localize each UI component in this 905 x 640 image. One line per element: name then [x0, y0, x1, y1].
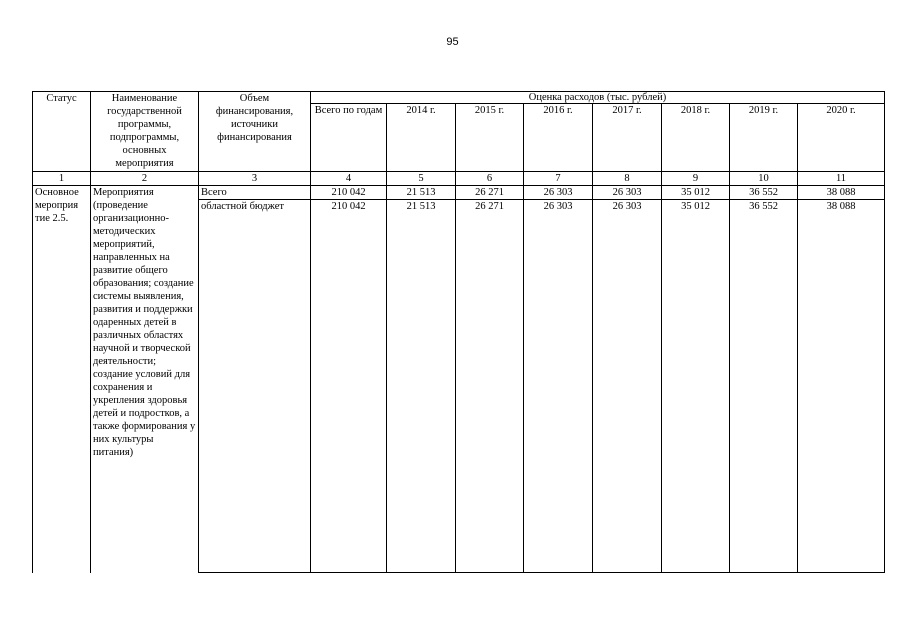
header-year: 2015 г. — [456, 104, 524, 172]
cell-value: 26 303 — [524, 186, 593, 200]
header-row-top — [33, 92, 885, 104]
header-volume: Объем финансирования, источники финансирования — [199, 92, 311, 172]
row-source: областной бюджет — [199, 200, 311, 573]
cell-value: 210 042 — [311, 200, 387, 573]
row-name: Мероприятия (проведение организационно-методических мероприятий, направленных на развитие общего образования; создание системы выявления, развития и поддержки одаренных детей в различных областях научной и творческой деятельности; создание условий для сохранения и укрепления здоровья детей и подростков, а также формирования у них культуры питания) — [91, 186, 199, 573]
header-year: 2020 г. — [798, 104, 885, 172]
cell-value: 26 303 — [593, 200, 662, 573]
header-year: 2017 г. — [593, 104, 662, 172]
budget-table — [32, 91, 885, 573]
column-number: 2 — [91, 172, 199, 186]
column-number-row — [33, 172, 885, 186]
column-number: 10 — [730, 172, 798, 186]
cell-value: 26 303 — [593, 186, 662, 200]
cell-value: 35 012 — [662, 200, 730, 573]
cell-value: 26 271 — [456, 186, 524, 200]
cell-value: 21 513 — [387, 186, 456, 200]
column-number: 7 — [524, 172, 593, 186]
header-year: 2016 г. — [524, 104, 593, 172]
header-year: 2014 г. — [387, 104, 456, 172]
row-source: Всего — [199, 186, 311, 200]
header-year: 2019 г. — [730, 104, 798, 172]
cell-value: 38 088 — [798, 200, 885, 573]
header-total: Всего по годам — [311, 104, 387, 172]
cell-value: 210 042 — [311, 186, 387, 200]
header-status: Статус — [33, 92, 91, 172]
column-number: 5 — [387, 172, 456, 186]
column-number: 3 — [199, 172, 311, 186]
cell-value: 26 271 — [456, 200, 524, 573]
column-number: 1 — [33, 172, 91, 186]
header-estimate: Оценка расходов (тыс. рублей) — [311, 92, 885, 104]
cell-value: 38 088 — [798, 186, 885, 200]
column-number: 4 — [311, 172, 387, 186]
column-number: 6 — [456, 172, 524, 186]
cell-value: 21 513 — [387, 200, 456, 573]
page-number: 95 — [446, 36, 459, 48]
column-number: 9 — [662, 172, 730, 186]
header-name: Наименование государственной программы, подпрограммы, основных мероприятия — [91, 92, 199, 172]
cell-value: 26 303 — [524, 200, 593, 573]
column-number: 11 — [798, 172, 885, 186]
table-row — [33, 186, 885, 200]
row-status: Основное мероприя тие 2.5. — [33, 186, 91, 573]
column-number: 8 — [593, 172, 662, 186]
header-year: 2018 г. — [662, 104, 730, 172]
cell-value: 36 552 — [730, 200, 798, 573]
cell-value: 36 552 — [730, 186, 798, 200]
cell-value: 35 012 — [662, 186, 730, 200]
